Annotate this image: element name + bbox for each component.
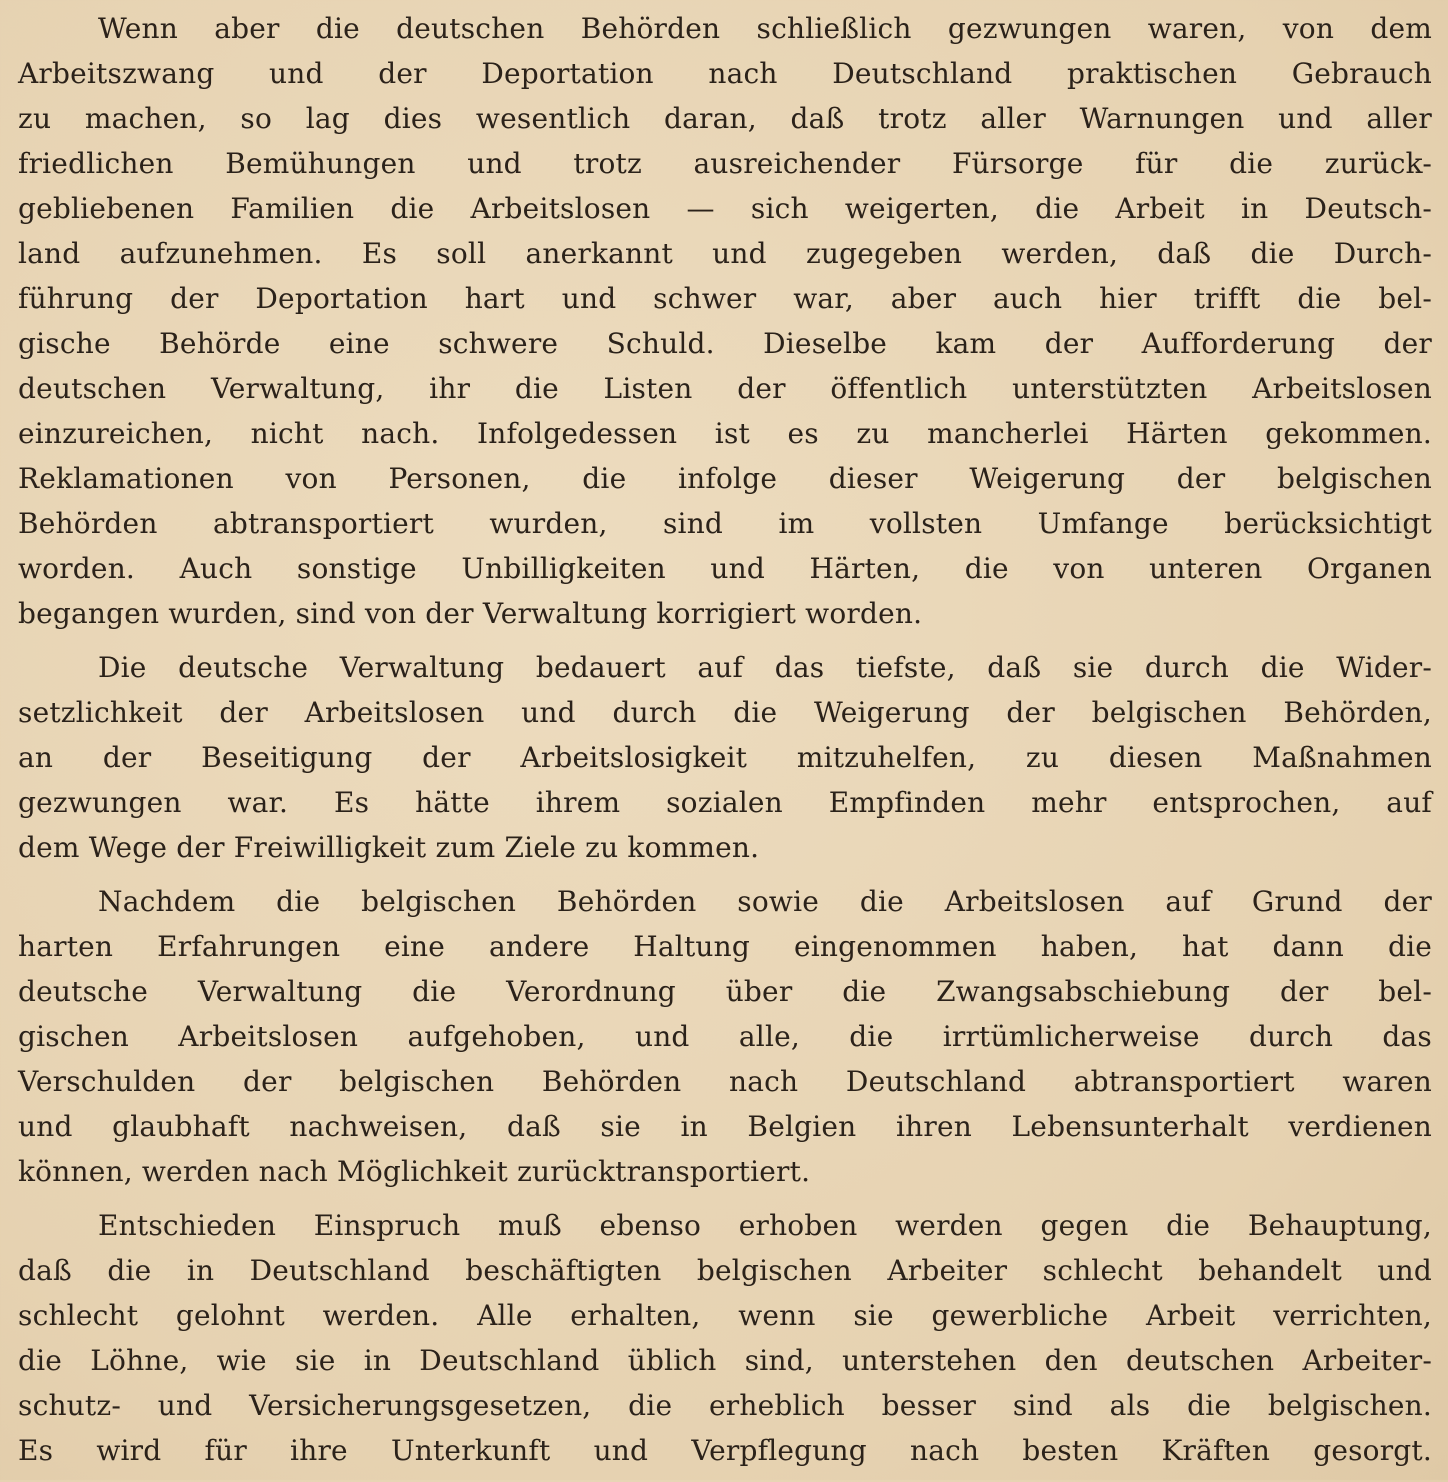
text-line: Nachdem die belgischen Behörden sowie die Arbeitslosen auf Grund der: [98, 885, 1432, 918]
text-line: können, werden nach Möglichkeit zurücktransportiert.: [18, 1155, 811, 1188]
text-line: die Löhne, wie sie in Deutschland üblich sind, unterstehen den deutschen Arbeiter-: [18, 1344, 1432, 1377]
text-line: gebliebenen Familien die Arbeitslosen — sich weigerten, die Arbeit in Deutsch-: [18, 192, 1432, 225]
text-line: daß die in Deutschland beschäftigten belgischen Arbeiter schlecht behandelt und: [18, 1254, 1432, 1287]
text-line: Reklamationen von Personen, die infolge dieser Weigerung der belgischen: [18, 462, 1432, 495]
paragraph: [18, 645, 1432, 870]
text-line: Die deutsche Verwaltung bedauert auf das tiefste, daß sie durch die Wider-: [98, 651, 1432, 684]
text-line: friedlichen Bemühungen und trotz ausreichender Fürsorge für die zurück-: [18, 147, 1432, 180]
text-line: schutz- und Versicherungsgesetzen, die erheblich besser sind als die belgischen.: [18, 1389, 1432, 1422]
paragraph: [18, 879, 1432, 1194]
text-line: dem Wege der Freiwilligkeit zum Ziele zu kommen.: [18, 831, 760, 864]
text-line: Behörden abtransportiert wurden, sind im vollsten Umfange berücksichtigt: [18, 507, 1432, 540]
text-line: einzureichen, nicht nach. Infolgedessen ist es zu mancherlei Härten gekommen.: [18, 417, 1432, 450]
text-line: deutschen Verwaltung, ihr die Listen der öffentlich unterstützten Arbeitslosen: [18, 372, 1432, 405]
text-line: harten Erfahrungen eine andere Haltung eingenommen haben, hat dann die: [18, 930, 1432, 963]
text-line: gischen Arbeitslosen aufgehoben, und alle, die irrtümlicherweise durch das: [18, 1020, 1432, 1053]
text-line: Es wird für ihre Unterkunft und Verpflegung nach besten Kräften gesorgt.: [18, 1434, 1432, 1467]
paragraph: [18, 1203, 1432, 1473]
text-line: Wenn aber die deutschen Behörden schließlich gezwungen waren, von dem: [98, 12, 1432, 45]
text-line: führung der Deportation hart und schwer war, aber auch hier trifft die bel-: [18, 282, 1432, 315]
text-line: zu machen, so lag dies wesentlich daran, daß trotz aller Warnungen und aller: [18, 102, 1432, 135]
text-line: und glaubhaft nachweisen, daß sie in Belgien ihren Lebensunterhalt verdienen: [18, 1110, 1432, 1143]
text-line: worden. Auch sonstige Unbilligkeiten und Härten, die von unteren Organen: [18, 552, 1432, 585]
text-line: schlecht gelohnt werden. Alle erhalten, wenn sie gewerbliche Arbeit verrichten,: [18, 1299, 1432, 1332]
text-line: setzlichkeit der Arbeitslosen und durch die Weigerung der belgischen Behörden,: [18, 696, 1432, 729]
text-line: deutsche Verwaltung die Verordnung über die Zwangsabschiebung der bel-: [18, 975, 1432, 1008]
paragraph: [18, 6, 1432, 636]
text-line: gische Behörde eine schwere Schuld. Dieselbe kam der Aufforderung der: [18, 327, 1432, 360]
text-line: Entschieden Einspruch muß ebenso erhoben werden gegen die Behauptung,: [98, 1209, 1432, 1242]
text-line: an der Beseitigung der Arbeitslosigkeit mitzuhelfen, zu diesen Maßnahmen: [18, 741, 1432, 774]
text-line: land aufzunehmen. Es soll anerkannt und zugegeben werden, daß die Durch-: [18, 237, 1432, 270]
text-line: Verschulden der belgischen Behörden nach Deutschland abtransportiert waren: [18, 1065, 1432, 1098]
document-page: [18, 6, 1432, 1482]
text-line: begangen wurden, sind von der Verwaltung korrigiert worden.: [18, 597, 923, 630]
text-line: Arbeitszwang und der Deportation nach Deutschland praktischen Gebrauch: [18, 57, 1432, 90]
text-line: gezwungen war. Es hätte ihrem sozialen Empfinden mehr entsprochen, auf: [18, 786, 1432, 819]
